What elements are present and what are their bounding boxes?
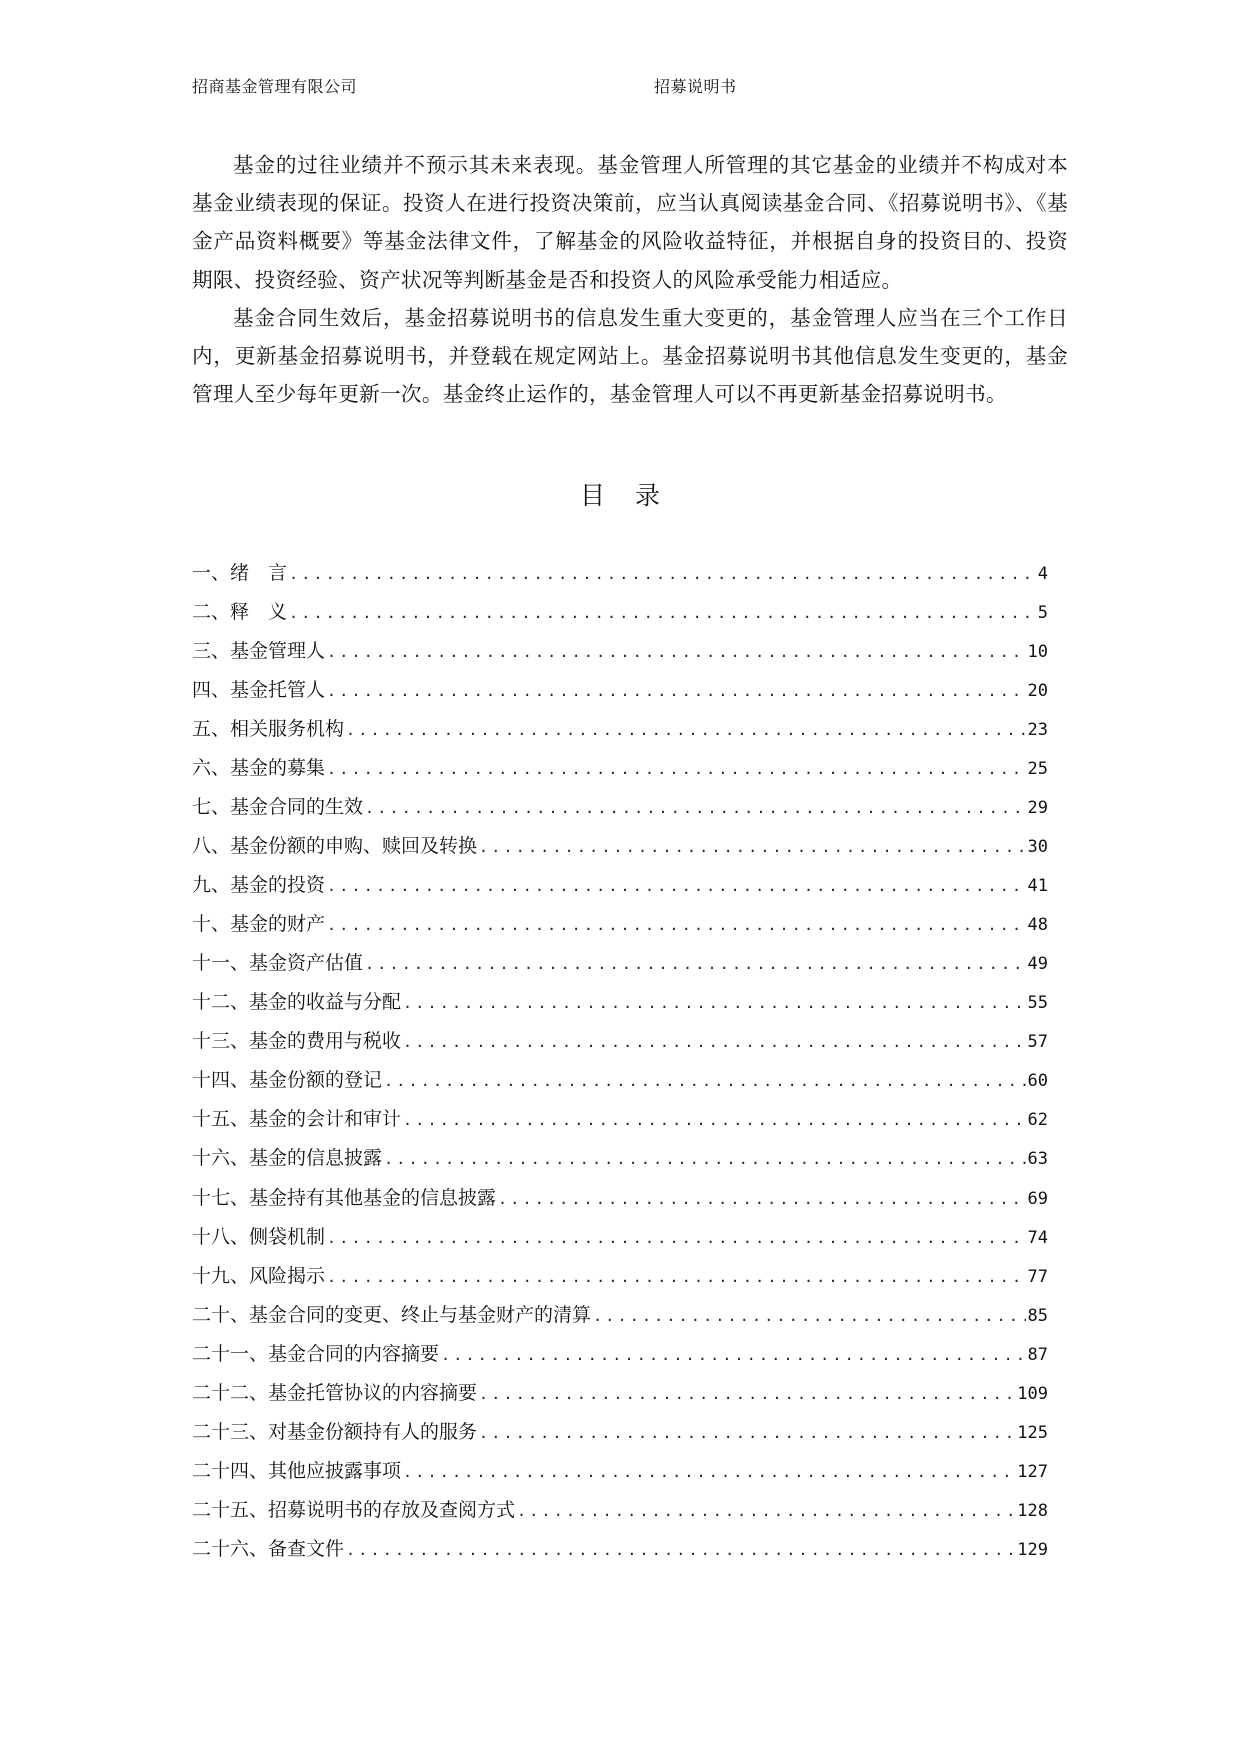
toc-entry-label: 十、基金的财产 xyxy=(192,913,326,936)
toc-dot-leader xyxy=(593,1307,1026,1325)
toc-entry-label: 十八、侧袋机制 xyxy=(192,1225,326,1248)
toc-entry-label: 三、基金管理人 xyxy=(192,640,326,663)
toc-entry-page: 74 xyxy=(1027,1227,1048,1248)
toc-entry[interactable] xyxy=(192,558,1048,597)
toc-entry[interactable] xyxy=(192,1065,1048,1104)
toc-dot-leader xyxy=(403,994,1026,1012)
toc-dot-leader xyxy=(479,1385,1015,1403)
toc-entry-label: 二、释 义 xyxy=(192,601,288,624)
toc-entry-label: 二十二、基金托管协议的内容摘要 xyxy=(192,1381,478,1404)
toc-dot-leader xyxy=(403,1111,1026,1129)
toc-entry-label: 二十六、备查文件 xyxy=(192,1537,345,1560)
toc-entry-page: 30 xyxy=(1027,837,1048,858)
toc-entry-page: 10 xyxy=(1027,642,1048,663)
toc-dot-leader xyxy=(327,760,1026,778)
toc-entry-label: 八、基金份额的申购、赎回及转换 xyxy=(192,835,478,858)
toc-entry-page: 63 xyxy=(1027,1149,1048,1170)
toc-dot-leader xyxy=(441,1346,1026,1364)
toc-entry-page: 128 xyxy=(1017,1500,1048,1521)
toc-title: 目录 xyxy=(579,481,690,510)
toc-entry[interactable] xyxy=(192,753,1048,792)
toc-entry[interactable] xyxy=(192,1183,1048,1222)
toc-entry-label: 九、基金的投资 xyxy=(192,874,326,897)
toc-entry-label: 十七、基金持有其他基金的信息披露 xyxy=(192,1186,497,1209)
toc-entry-page: 127 xyxy=(1017,1461,1048,1482)
toc-dot-leader xyxy=(327,877,1026,895)
toc-entry-page: 49 xyxy=(1027,954,1048,975)
toc-dot-leader xyxy=(517,1502,1015,1520)
toc-dot-leader xyxy=(346,1541,1015,1559)
toc-entry[interactable] xyxy=(192,1261,1048,1300)
toc-entry-label: 十一、基金资产估值 xyxy=(192,952,364,975)
toc-entry-page: 109 xyxy=(1017,1383,1048,1404)
toc-entry-page: 4 xyxy=(1037,564,1048,584)
toc-dot-leader xyxy=(289,604,1036,622)
toc-entry-label: 六、基金的募集 xyxy=(192,757,326,780)
toc-entry-label: 二十五、招募说明书的存放及查阅方式 xyxy=(192,1498,516,1521)
toc-entry[interactable] xyxy=(192,831,1048,870)
toc-entry-label: 十九、风险揭示 xyxy=(192,1264,326,1287)
toc-entry[interactable] xyxy=(192,948,1048,987)
toc-entry[interactable] xyxy=(192,1300,1048,1339)
toc-entry[interactable] xyxy=(192,675,1048,714)
toc-dot-leader xyxy=(384,1150,1026,1168)
toc-entry-page: 60 xyxy=(1027,1071,1048,1092)
toc-entry-page: 57 xyxy=(1027,1032,1048,1053)
toc-entry-page: 55 xyxy=(1027,993,1048,1014)
table-of-contents xyxy=(192,558,1048,1573)
toc-dot-leader xyxy=(346,721,1026,739)
toc-dot-leader xyxy=(327,916,1026,934)
toc-entry-label: 二十一、基金合同的内容摘要 xyxy=(192,1342,440,1365)
toc-entry-page: 29 xyxy=(1027,798,1048,819)
toc-entry-page: 69 xyxy=(1027,1188,1048,1209)
toc-dot-leader xyxy=(327,643,1026,661)
toc-entry[interactable] xyxy=(192,1495,1048,1534)
toc-dot-leader xyxy=(327,1229,1026,1247)
toc-entry[interactable] xyxy=(192,987,1048,1026)
toc-entry-label: 二十四、其他应披露事项 xyxy=(192,1459,402,1482)
intro-section xyxy=(192,146,1068,413)
toc-entry[interactable] xyxy=(192,870,1048,909)
toc-dot-leader xyxy=(365,955,1026,973)
toc-entry-page: 48 xyxy=(1027,915,1048,936)
toc-dot-leader xyxy=(384,1072,1026,1090)
toc-entry[interactable] xyxy=(192,1026,1048,1065)
toc-entry-page: 125 xyxy=(1017,1422,1048,1443)
toc-entry[interactable] xyxy=(192,909,1048,948)
toc-entry-page: 87 xyxy=(1027,1344,1048,1365)
toc-dot-leader xyxy=(479,1424,1015,1442)
toc-entry-page: 20 xyxy=(1027,681,1048,702)
toc-entry-page: 129 xyxy=(1017,1539,1048,1560)
toc-entry-label: 十六、基金的信息披露 xyxy=(192,1147,383,1170)
toc-entry-label: 十三、基金的费用与税收 xyxy=(192,1030,402,1053)
toc-entry[interactable] xyxy=(192,1339,1048,1378)
toc-entry-label: 一、绪 言 xyxy=(192,562,288,584)
toc-entry-page: 85 xyxy=(1027,1305,1048,1326)
toc-entry[interactable] xyxy=(192,792,1048,831)
intro-paragraph: 基金的过往业绩并不预示其未来表现。基金管理人所管理的其它基金的业绩并不构成对本基金业绩表现的保证。投资人在进行投资决策前，应当认真阅读基金合同、《招募说明书》、《基金产品资料概要》等基金法律文件，了解基金的风险收益特征，并根据自身的投资目的、投资期限、投资经验、资产状况等判断基金是否和投资人的风险承受能力相适应。 xyxy=(192,153,1068,292)
toc-entry-label: 四、基金托管人 xyxy=(192,679,326,702)
toc-dot-leader xyxy=(327,682,1026,700)
toc-entry[interactable] xyxy=(192,1143,1048,1182)
toc-entry-page: 25 xyxy=(1027,759,1048,780)
toc-entry-page: 77 xyxy=(1027,1266,1048,1287)
toc-dot-leader xyxy=(479,838,1026,856)
toc-dot-leader xyxy=(403,1463,1015,1481)
toc-dot-leader xyxy=(498,1190,1026,1208)
toc-entry-label: 五、相关服务机构 xyxy=(192,718,345,741)
toc-entry-label: 十五、基金的会计和审计 xyxy=(192,1108,402,1131)
toc-dot-leader xyxy=(327,1268,1026,1286)
header-company: 招商基金管理有限公司 xyxy=(192,77,358,96)
toc-dot-leader xyxy=(365,799,1026,817)
toc-entry[interactable] xyxy=(192,1104,1048,1143)
toc-entry-label: 十二、基金的收益与分配 xyxy=(192,991,402,1014)
toc-entry[interactable] xyxy=(192,1534,1048,1573)
toc-entry-label: 二十三、对基金份额持有人的服务 xyxy=(192,1420,478,1443)
toc-entry-label: 二十、基金合同的变更、终止与基金财产的清算 xyxy=(192,1303,592,1326)
toc-entry[interactable] xyxy=(192,1378,1048,1417)
toc-entry-label: 十四、基金份额的登记 xyxy=(192,1069,383,1092)
toc-entry[interactable] xyxy=(192,1417,1048,1456)
toc-entry-page: 5 xyxy=(1037,603,1048,624)
toc-dot-leader xyxy=(403,1033,1026,1051)
toc-dot-leader xyxy=(289,565,1036,583)
toc-entry-page: 41 xyxy=(1027,876,1048,897)
toc-entry[interactable] xyxy=(192,597,1048,636)
toc-entry[interactable] xyxy=(192,714,1048,753)
toc-entry[interactable] xyxy=(192,1456,1048,1495)
toc-entry-label: 七、基金合同的生效 xyxy=(192,796,364,819)
toc-entry-page: 62 xyxy=(1027,1110,1048,1131)
header-doc-title: 招募说明书 xyxy=(654,77,737,96)
toc-entry[interactable] xyxy=(192,1222,1048,1261)
toc-entry[interactable] xyxy=(192,636,1048,675)
intro-paragraph: 基金合同生效后，基金招募说明书的信息发生重大变更的，基金管理人应当在三个工作日内，更新基金招募说明书，并登载在规定网站上。基金招募说明书其他信息发生变更的，基金管理人至少每年更新一次。基金终止运作的，基金管理人可以不再更新基金招募说明书。 xyxy=(192,305,1068,407)
toc-entry-page: 23 xyxy=(1027,720,1048,741)
